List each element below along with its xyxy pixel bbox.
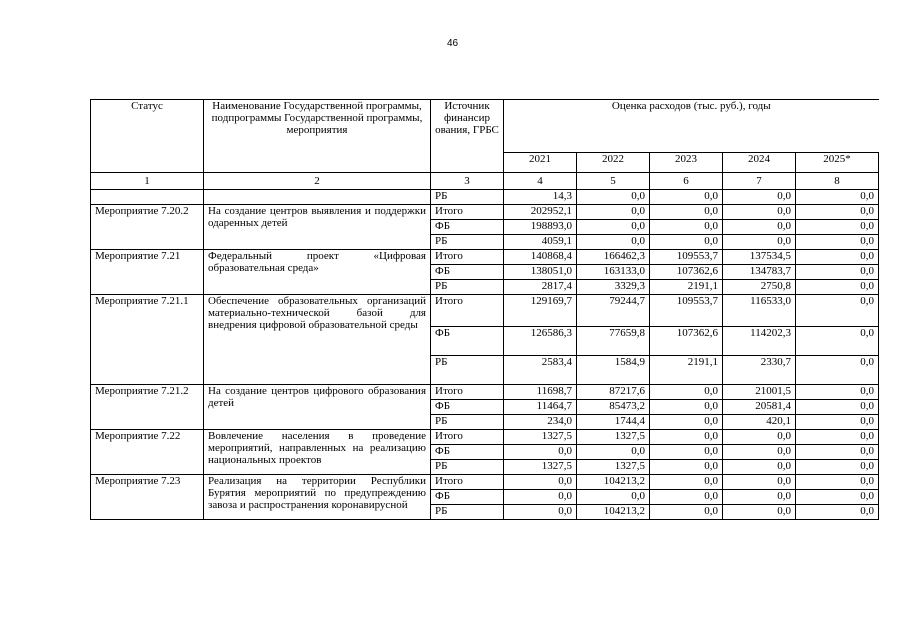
amount-cell: 0,0 [723,460,796,475]
amount-cell: 0,0 [723,190,796,205]
amount-cell: 129169,7 [504,295,577,327]
amount-cell: 107362,6 [650,327,723,356]
column-number: 2 [204,173,431,190]
funding-source-cell: ФБ [431,220,504,235]
amount-cell: 0,0 [577,235,650,250]
amount-cell: 0,0 [796,235,879,250]
amount-cell: 0,0 [723,235,796,250]
amount-cell: 77659,8 [577,327,650,356]
amount-cell: 2583,4 [504,356,577,385]
funding-source-cell: ФБ [431,327,504,356]
funding-source-cell: Итого [431,475,504,490]
funding-source-cell: ФБ [431,265,504,280]
table-row [91,430,879,445]
amount-cell: 21001,5 [723,385,796,400]
amount-cell: 109553,7 [650,250,723,265]
column-number: 1 [91,173,204,190]
funding-source-cell: РБ [431,505,504,520]
funding-source-cell: РБ [431,460,504,475]
amount-cell: 1327,5 [577,460,650,475]
amount-cell: 0,0 [796,327,879,356]
amount-cell: 0,0 [650,235,723,250]
amount-cell: 0,0 [577,205,650,220]
amount-cell: 0,0 [796,385,879,400]
amount-cell: 79244,7 [577,295,650,327]
funding-source-cell: Итого [431,385,504,400]
header-year: 2024 [723,153,796,173]
amount-cell: 0,0 [723,205,796,220]
header-year: 2021 [504,153,577,173]
amount-cell: 0,0 [796,505,879,520]
amount-cell: 1327,5 [577,430,650,445]
header-year: 2022 [577,153,650,173]
amount-cell: 0,0 [796,220,879,235]
amount-cell: 0,0 [796,400,879,415]
funding-source-cell: РБ [431,190,504,205]
header-cost: Оценка расходов (тыс. руб.), годы [504,100,879,153]
amount-cell: 0,0 [577,220,650,235]
amount-cell: 0,0 [723,220,796,235]
activity-name-cell: На создание центров цифрового образования детей [204,385,431,430]
amount-cell: 0,0 [650,505,723,520]
table-row [91,205,879,220]
amount-cell: 20581,4 [723,400,796,415]
amount-cell: 0,0 [650,205,723,220]
amount-cell: 4059,1 [504,235,577,250]
amount-cell: 0,0 [796,430,879,445]
amount-cell: 1327,5 [504,430,577,445]
amount-cell: 163133,0 [577,265,650,280]
amount-cell: 11464,7 [504,400,577,415]
table-row [91,475,879,490]
amount-cell: 0,0 [650,460,723,475]
amount-cell: 0,0 [504,505,577,520]
amount-cell: 137534,5 [723,250,796,265]
table-row [91,385,879,400]
amount-cell: 0,0 [796,205,879,220]
funding-source-cell: РБ [431,235,504,250]
status-cell: Мероприятие 7.21 [91,250,204,295]
funding-source-cell: Итого [431,250,504,265]
amount-cell: 0,0 [796,415,879,430]
amount-cell: 0,0 [796,190,879,205]
header-name: Наименование Государственной программы, подпрограммы Государственной программы, мероприятия [204,100,431,173]
amount-cell: 0,0 [650,430,723,445]
amount-cell: 1327,5 [504,460,577,475]
amount-cell: 166462,3 [577,250,650,265]
amount-cell: 0,0 [504,475,577,490]
amount-cell: 14,3 [504,190,577,205]
amount-cell: 0,0 [796,475,879,490]
amount-cell: 0,0 [723,445,796,460]
activity-name-cell [204,190,431,205]
funding-source-cell: Итого [431,295,504,327]
amount-cell: 11698,7 [504,385,577,400]
amount-cell: 0,0 [650,490,723,505]
funding-source-cell: РБ [431,356,504,385]
amount-cell: 85473,2 [577,400,650,415]
amount-cell: 2750,8 [723,280,796,295]
funding-source-cell: РБ [431,415,504,430]
amount-cell: 0,0 [577,445,650,460]
amount-cell: 0,0 [577,490,650,505]
amount-cell: 2817,4 [504,280,577,295]
table-row [91,190,879,205]
amount-cell: 0,0 [796,460,879,475]
amount-cell: 140868,4 [504,250,577,265]
amount-cell: 104213,2 [577,505,650,520]
amount-cell: 134783,7 [723,265,796,280]
amount-cell: 138051,0 [504,265,577,280]
amount-cell: 0,0 [796,490,879,505]
amount-cell: 126586,3 [504,327,577,356]
amount-cell: 0,0 [504,445,577,460]
amount-cell: 0,0 [723,490,796,505]
amount-cell: 0,0 [650,400,723,415]
table-body [91,190,879,520]
funding-source-cell: ФБ [431,490,504,505]
activity-name-cell: На создание центров выявления и поддержки одаренных детей [204,205,431,250]
funding-source-cell: Итого [431,430,504,445]
amount-cell: 0,0 [796,280,879,295]
funding-source-cell: ФБ [431,400,504,415]
budget-table [90,99,879,520]
status-cell: Мероприятие 7.22 [91,430,204,475]
amount-cell: 2330,7 [723,356,796,385]
amount-cell: 109553,7 [650,295,723,327]
status-cell: Мероприятие 7.21.1 [91,295,204,385]
status-cell [91,190,204,205]
amount-cell: 0,0 [723,430,796,445]
amount-cell: 104213,2 [577,475,650,490]
amount-cell: 0,0 [723,505,796,520]
amount-cell: 3329,3 [577,280,650,295]
amount-cell: 0,0 [796,445,879,460]
amount-cell: 116533,0 [723,295,796,327]
column-number: 5 [577,173,650,190]
amount-cell: 0,0 [723,475,796,490]
amount-cell: 0,0 [504,490,577,505]
funding-source-cell: Итого [431,205,504,220]
amount-cell: 0,0 [796,295,879,327]
page-number: 46 [446,38,459,49]
amount-cell: 0,0 [577,190,650,205]
header-source: Источник финансир ования, ГРБС [431,100,504,173]
funding-source-cell: РБ [431,280,504,295]
amount-cell: 2191,1 [650,356,723,385]
header-year: 2023 [650,153,723,173]
activity-name-cell: Вовлечение населения в проведение мероприятий, направленных на реализацию национальных проектов [204,430,431,475]
amount-cell: 0,0 [650,475,723,490]
amount-cell: 420,1 [723,415,796,430]
status-cell: Мероприятие 7.20.2 [91,205,204,250]
header-year: 2025* [796,153,879,173]
amount-cell: 202952,1 [504,205,577,220]
amount-cell: 0,0 [796,265,879,280]
status-cell: Мероприятие 7.21.2 [91,385,204,430]
activity-name-cell: Федеральный проект «Цифровая образовательная среда» [204,250,431,295]
activity-name-cell: Обеспечение образовательных организаций материально-технической базой для внедрения цифровой образовательной среды [204,295,431,385]
column-number: 7 [723,173,796,190]
amount-cell: 107362,6 [650,265,723,280]
table-row [91,250,879,265]
amount-cell: 114202,3 [723,327,796,356]
table-row [91,295,879,327]
amount-cell: 0,0 [650,385,723,400]
amount-cell: 0,0 [796,356,879,385]
status-cell: Мероприятие 7.23 [91,475,204,520]
amount-cell: 2191,1 [650,280,723,295]
header-status: Статус [91,100,204,173]
amount-cell: 198893,0 [504,220,577,235]
amount-cell: 0,0 [650,220,723,235]
amount-cell: 0,0 [650,415,723,430]
amount-cell: 0,0 [796,250,879,265]
column-number: 3 [431,173,504,190]
column-number: 6 [650,173,723,190]
column-number: 8 [796,173,879,190]
amount-cell: 87217,6 [577,385,650,400]
activity-name-cell: Реализация на территории Республики Бурятия мероприятий по предупреждению завоза и распространения коронавирусной [204,475,431,520]
amount-cell: 0,0 [650,190,723,205]
column-number: 4 [504,173,577,190]
funding-source-cell: ФБ [431,445,504,460]
amount-cell: 234,0 [504,415,577,430]
amount-cell: 1584,9 [577,356,650,385]
amount-cell: 0,0 [650,445,723,460]
amount-cell: 1744,4 [577,415,650,430]
